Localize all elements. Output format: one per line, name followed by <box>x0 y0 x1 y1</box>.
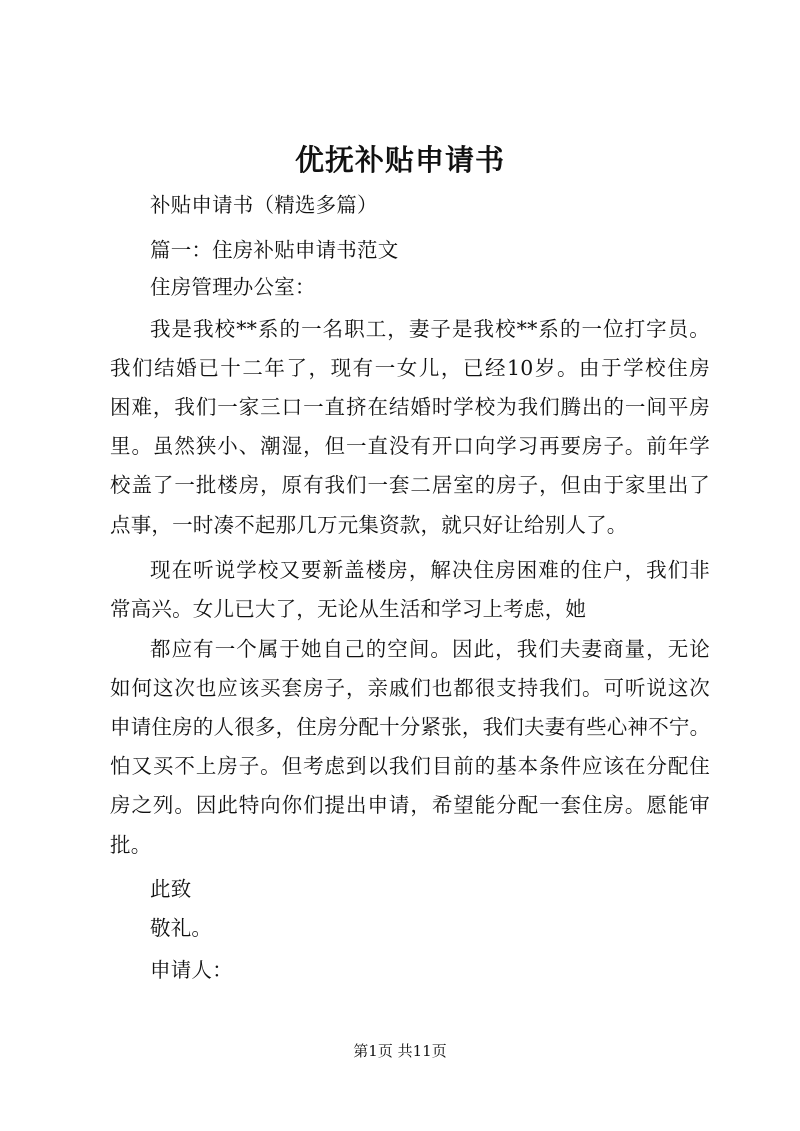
paragraph-line: 我们结婚已十二年了，现有一女儿，已经10岁。由于学校住房 <box>110 356 710 380</box>
paragraph-line: 常高兴。女儿已大了，无论从生活和学习上考虑，她 <box>110 597 587 621</box>
paragraph-line: 如何这次也应该买套房子，亲戚们也都很支持我们。可听说这次 <box>110 676 710 700</box>
section-heading: 篇一：住房补贴申请书范文 <box>150 238 399 262</box>
closing-line: 此致 <box>150 877 192 901</box>
paragraph-line: 校盖了一批楼房，原有我们一套二居室的房子，但由于家里出了 <box>110 473 710 497</box>
paragraph-line: 现在听说学校又要新盖楼房，解决住房困难的住户，我们非 <box>150 558 710 582</box>
paragraph-line: 我是我校**系的一名职工，妻子是我校**系的一位打字员。 <box>150 317 710 341</box>
addressee-line: 住房管理办公室： <box>150 275 316 299</box>
closing-line: 敬礼。 <box>150 916 213 940</box>
paragraph-line: 房之列。因此特向你们提出申请，希望能分配一套住房。愿能审 <box>110 793 710 817</box>
paragraph-line: 困难，我们一家三口一直挤在结婚时学校为我们腾出的一间平房 <box>110 395 710 419</box>
page-footer: 第1页 共11页 <box>353 1042 447 1060</box>
signature-line: 申请人： <box>150 958 233 982</box>
paragraph-line: 里。虽然狭小、潮湿，但一直没有开口向学习再要房子。前年学 <box>110 434 710 458</box>
paragraph-line: 怕又买不上房子。但考虑到以我们目前的基本条件应该在分配住 <box>110 754 710 778</box>
subtitle-line: 补贴申请书（精选多篇） <box>150 193 378 217</box>
paragraph-line: 批。 <box>110 833 152 857</box>
paragraph-line: 都应有一个属于她自己的空间。因此，我们夫妻商量，无论 <box>150 637 710 661</box>
paragraph-line: 点事，一时凑不起那几万元集资款，就只好让给别人了。 <box>110 513 628 537</box>
document-title: 优抚补贴申请书 <box>294 143 505 177</box>
paragraph-line: 申请住房的人很多，住房分配十分紧张，我们夫妻有些心神不宁。 <box>110 715 711 739</box>
